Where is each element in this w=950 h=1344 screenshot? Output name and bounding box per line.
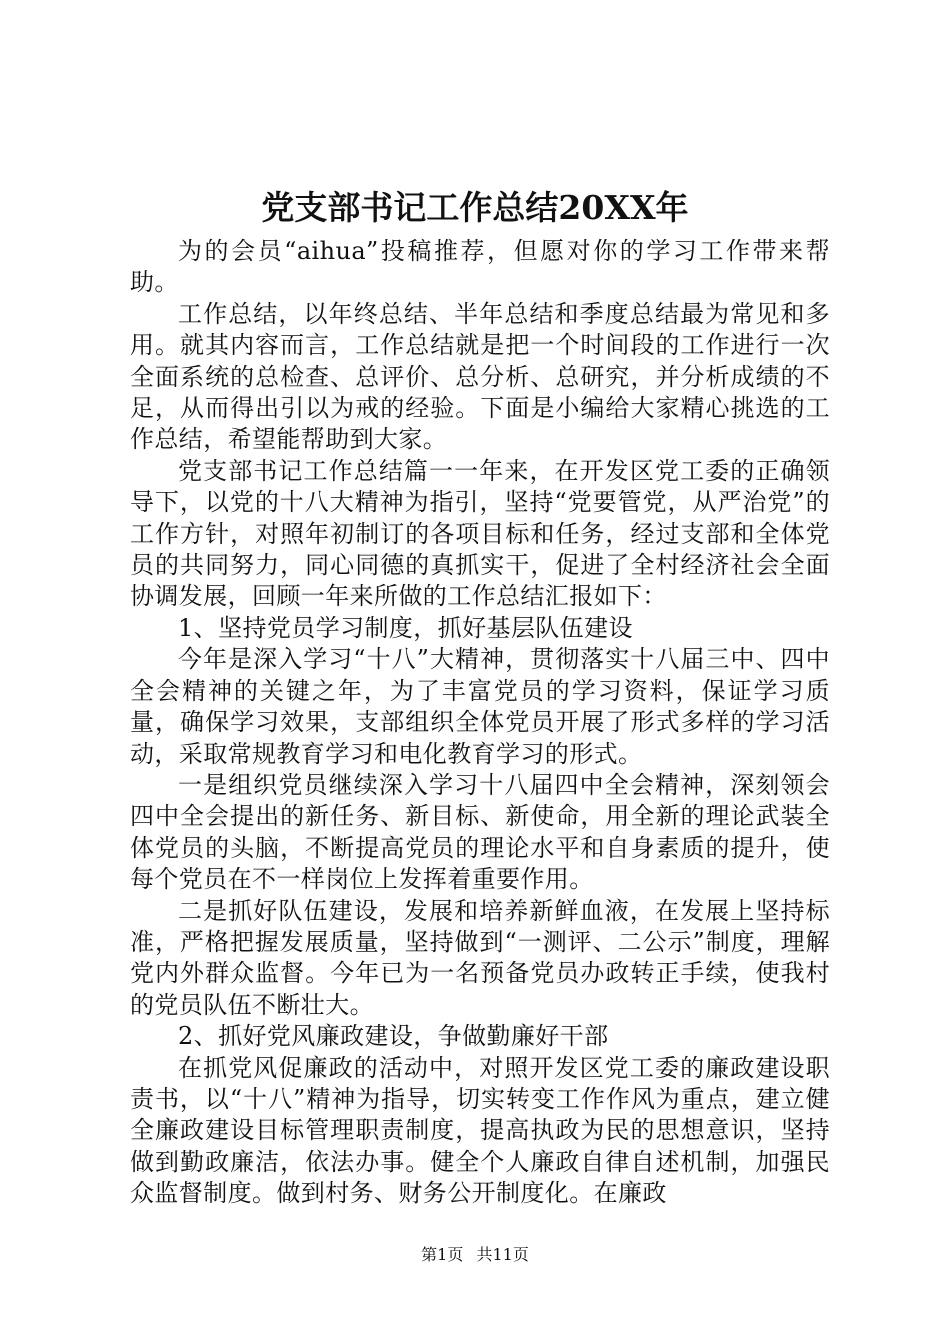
paragraph-6: 二是抓好队伍建设，发展和培养新鲜血液，在发展上坚持标准，严格把握发展质量，坚持做到“一测评、二公示”制度，理解党内外群众监督。今年已为一名预备党员办政转正手续，使我村的党员队伍不断壮大。 bbox=[130, 896, 830, 1019]
paragraph-3: 党支部书记工作总结篇一一年来，在开发区党工委的正确领导下，以党的十八大精神为指引，坚持“党要管党，从严治党”的工作方针，对照年初制订的各项目标和任务，经过支部和全体党员的共同努力，同心同德的真抓实干，促进了全村经济社会全面协调发展，回顾一年来所做的工作总结汇报如下： bbox=[130, 456, 830, 611]
document-title: 党支部书记工作总结20XX年 bbox=[261, 188, 689, 227]
paragraph-7: 在抓党风促廉政的活动中，对照开发区党工委的廉政建设职责书，以“十八”精神为指导，切实转变工作作风为重点，建立健全廉政建设目标管理职责制度，提高执政为民的思想意识，坚持做到勤政廉洁，依法办事。健全个人廉政自律自述机制，加强民众监督制度。做到村务、财务公开制度化。在廉政 bbox=[130, 1053, 830, 1208]
page-number: 第1页 bbox=[421, 1245, 464, 1264]
section-heading-2: 2、抓好党风廉政建设，争做勤廉好干部 bbox=[178, 1022, 609, 1051]
document-body bbox=[130, 236, 830, 1210]
section-heading-1: 1、坚持党员学习制度，抓好基层队伍建设 bbox=[178, 613, 633, 642]
paragraph-2: 工作总结，以年终总结、半年总结和季度总结最为常见和多用。就其内容而言，工作总结就是把一个时间段的工作进行一次全面系统的总检查、总评价、总分析、总研究，并分析成绩的不足，从而得出引以为戒的经验。下面是小编给大家精心挑选的工作总结，希望能帮助到大家。 bbox=[130, 299, 830, 454]
paragraph-1: 为的会员“aihua”投稿推荐，但愿对你的学习工作带来帮助。 bbox=[130, 237, 830, 297]
paragraph-5: 一是组织党员继续深入学习十八届四中全会精神，深刻领会四中全会提出的新任务、新目标、新使命，用全新的理论武装全体党员的头脑，不断提高党员的理论水平和自身素质的提升，使每个党员在不一样岗位上发挥着重要作用。 bbox=[130, 770, 830, 894]
page-total: 共11页 bbox=[476, 1245, 529, 1264]
page-footer bbox=[0, 1244, 950, 1266]
paragraph-4: 今年是深入学习“十八”大精神，贯彻落实十八届三中、四中全会精神的关键之年，为了丰富党员的学习资料，保证学习质量，确保学习效果，支部组织全体党员开展了形式多样的学习活动，采取常规教育学习和电化教育学习的形式。 bbox=[130, 645, 830, 768]
